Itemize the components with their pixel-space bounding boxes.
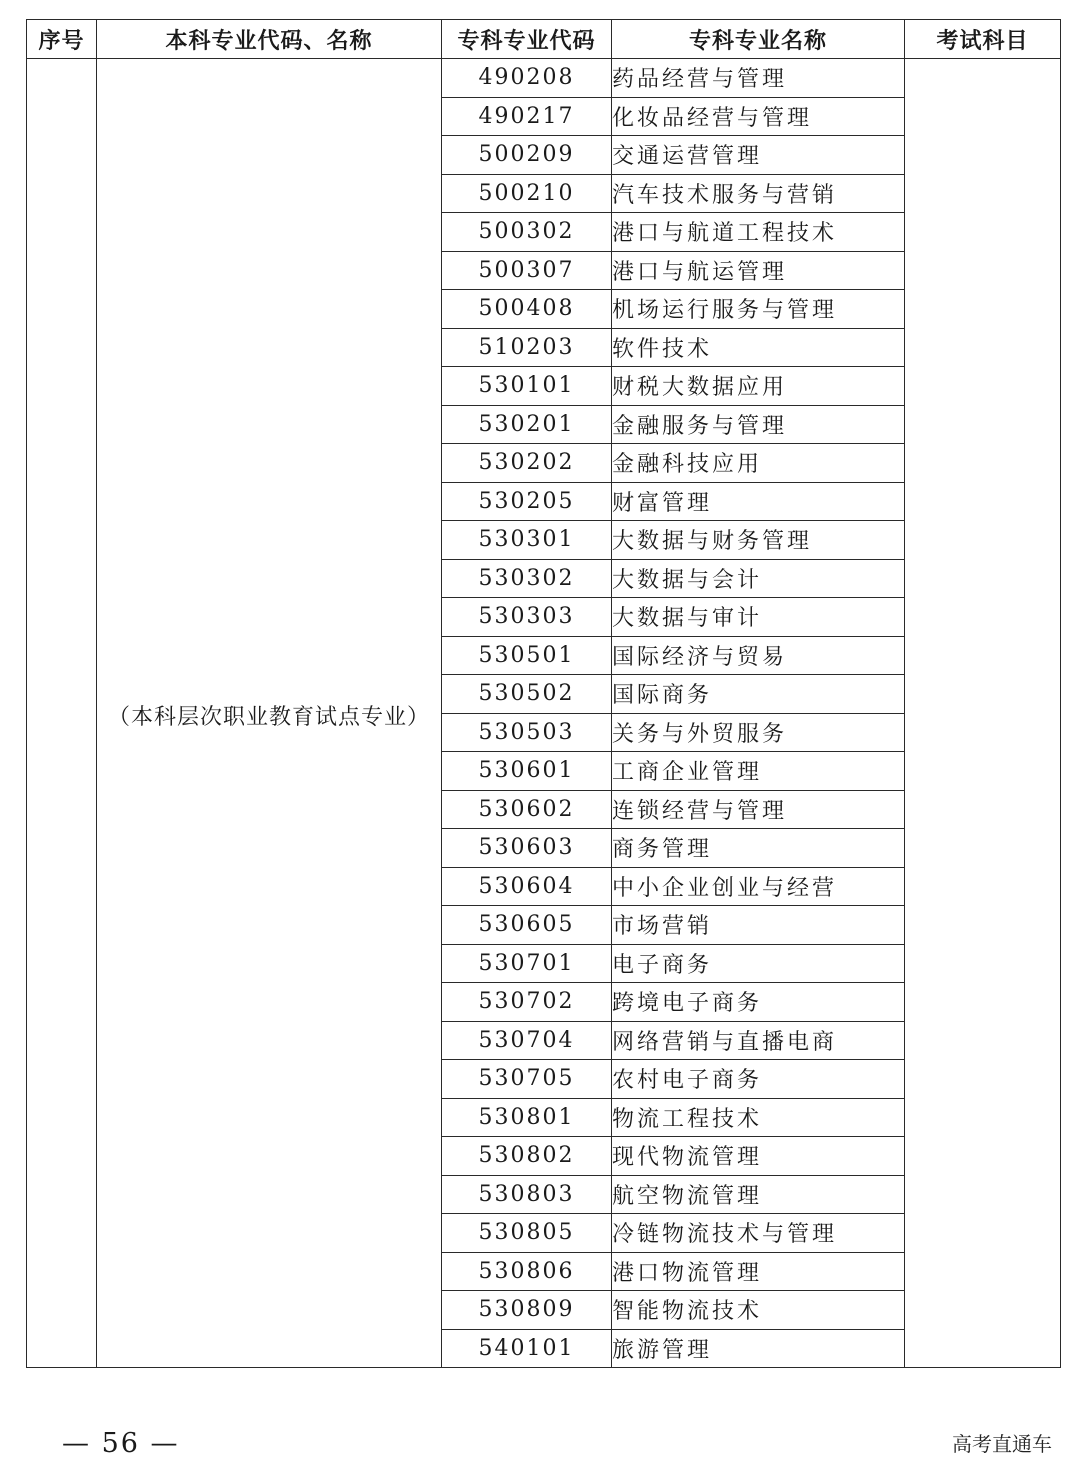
major-name-cell: 财税大数据应用 <box>612 367 905 406</box>
header-name: 专科专业名称 <box>612 20 905 59</box>
major-name-cell: 连锁经营与管理 <box>612 790 905 829</box>
major-code-cell: 530604 <box>442 867 612 906</box>
major-code-cell: 530704 <box>442 1021 612 1060</box>
major-code-cell: 530303 <box>442 598 612 637</box>
major-name-cell: 商务管理 <box>612 829 905 868</box>
undergrad-cell <box>97 59 442 1368</box>
major-code-cell: 530302 <box>442 559 612 598</box>
table-row <box>27 59 1061 98</box>
major-name-cell: 港口物流管理 <box>612 1252 905 1291</box>
major-name-cell: 交通运营管理 <box>612 136 905 175</box>
major-name-cell: 物流工程技术 <box>612 1098 905 1137</box>
major-code-cell: 530806 <box>442 1252 612 1291</box>
major-code-cell: 530502 <box>442 675 612 714</box>
major-code-cell: 530201 <box>442 405 612 444</box>
undergrad-note: （本科层次职业教育试点专业） <box>107 704 430 730</box>
major-name-cell: 电子商务 <box>612 944 905 983</box>
major-name-cell: 国际商务 <box>612 675 905 714</box>
major-name-cell: 跨境电子商务 <box>612 983 905 1022</box>
major-name-cell: 冷链物流技术与管理 <box>612 1214 905 1253</box>
major-name-cell: 金融科技应用 <box>612 444 905 483</box>
header-undergrad: 本科专业代码、名称 <box>97 20 442 59</box>
header-exam: 考试科目 <box>905 20 1061 59</box>
major-name-cell: 大数据与审计 <box>612 598 905 637</box>
major-code-cell: 500209 <box>442 136 612 175</box>
major-name-cell: 网络营销与直播电商 <box>612 1021 905 1060</box>
major-name-cell: 金融服务与管理 <box>612 405 905 444</box>
major-code-cell: 530702 <box>442 983 612 1022</box>
major-name-cell: 农村电子商务 <box>612 1060 905 1099</box>
major-name-cell: 国际经济与贸易 <box>612 636 905 675</box>
header-code: 专科专业代码 <box>442 20 612 59</box>
major-code-cell: 510203 <box>442 328 612 367</box>
major-name-cell: 机场运行服务与管理 <box>612 290 905 329</box>
major-name-cell: 软件技术 <box>612 328 905 367</box>
major-code-cell: 530205 <box>442 482 612 521</box>
major-code-cell: 500210 <box>442 174 612 213</box>
major-name-cell: 旅游管理 <box>612 1329 905 1368</box>
major-name-cell: 市场营销 <box>612 906 905 945</box>
major-code-cell: 530501 <box>442 636 612 675</box>
major-code-cell: 530802 <box>442 1137 612 1176</box>
major-name-cell: 药品经营与管理 <box>612 59 905 98</box>
major-code-cell: 530701 <box>442 944 612 983</box>
major-name-cell: 汽车技术服务与营销 <box>612 174 905 213</box>
major-name-cell: 关务与外贸服务 <box>612 713 905 752</box>
major-code-cell: 530603 <box>442 829 612 868</box>
major-code-cell: 490217 <box>442 97 612 136</box>
major-code-cell: 530101 <box>442 367 612 406</box>
major-table <box>26 19 1061 1368</box>
major-name-cell: 现代物流管理 <box>612 1137 905 1176</box>
page-number: — 56 — <box>62 1428 180 1459</box>
major-name-cell: 港口与航道工程技术 <box>612 213 905 252</box>
header-row <box>27 20 1061 59</box>
major-code-cell: 530805 <box>442 1214 612 1253</box>
major-name-cell: 大数据与会计 <box>612 559 905 598</box>
major-name-cell: 化妆品经营与管理 <box>612 97 905 136</box>
major-code-cell: 530809 <box>442 1291 612 1330</box>
major-code-cell: 490208 <box>442 59 612 98</box>
major-code-cell: 530605 <box>442 906 612 945</box>
major-code-cell: 530301 <box>442 521 612 560</box>
major-code-cell: 500302 <box>442 213 612 252</box>
header-seq: 序号 <box>27 20 97 59</box>
major-code-cell: 530601 <box>442 752 612 791</box>
major-code-cell: 530602 <box>442 790 612 829</box>
major-name-cell: 中小企业创业与经营 <box>612 867 905 906</box>
exam-cell <box>905 59 1061 1368</box>
major-code-cell: 530705 <box>442 1060 612 1099</box>
major-code-cell: 500408 <box>442 290 612 329</box>
major-name-cell: 财富管理 <box>612 482 905 521</box>
major-code-cell: 500307 <box>442 251 612 290</box>
major-name-cell: 智能物流技术 <box>612 1291 905 1330</box>
watermark: 高考直通车 <box>952 1432 1052 1456</box>
major-name-cell: 工商企业管理 <box>612 752 905 791</box>
major-name-cell: 航空物流管理 <box>612 1175 905 1214</box>
major-code-cell: 540101 <box>442 1329 612 1368</box>
major-name-cell: 港口与航运管理 <box>612 251 905 290</box>
major-code-cell: 530803 <box>442 1175 612 1214</box>
seq-cell <box>27 59 97 1368</box>
table-body <box>27 59 1061 1368</box>
major-code-cell: 530801 <box>442 1098 612 1137</box>
major-name-cell: 大数据与财务管理 <box>612 521 905 560</box>
major-code-cell: 530503 <box>442 713 612 752</box>
major-code-cell: 530202 <box>442 444 612 483</box>
